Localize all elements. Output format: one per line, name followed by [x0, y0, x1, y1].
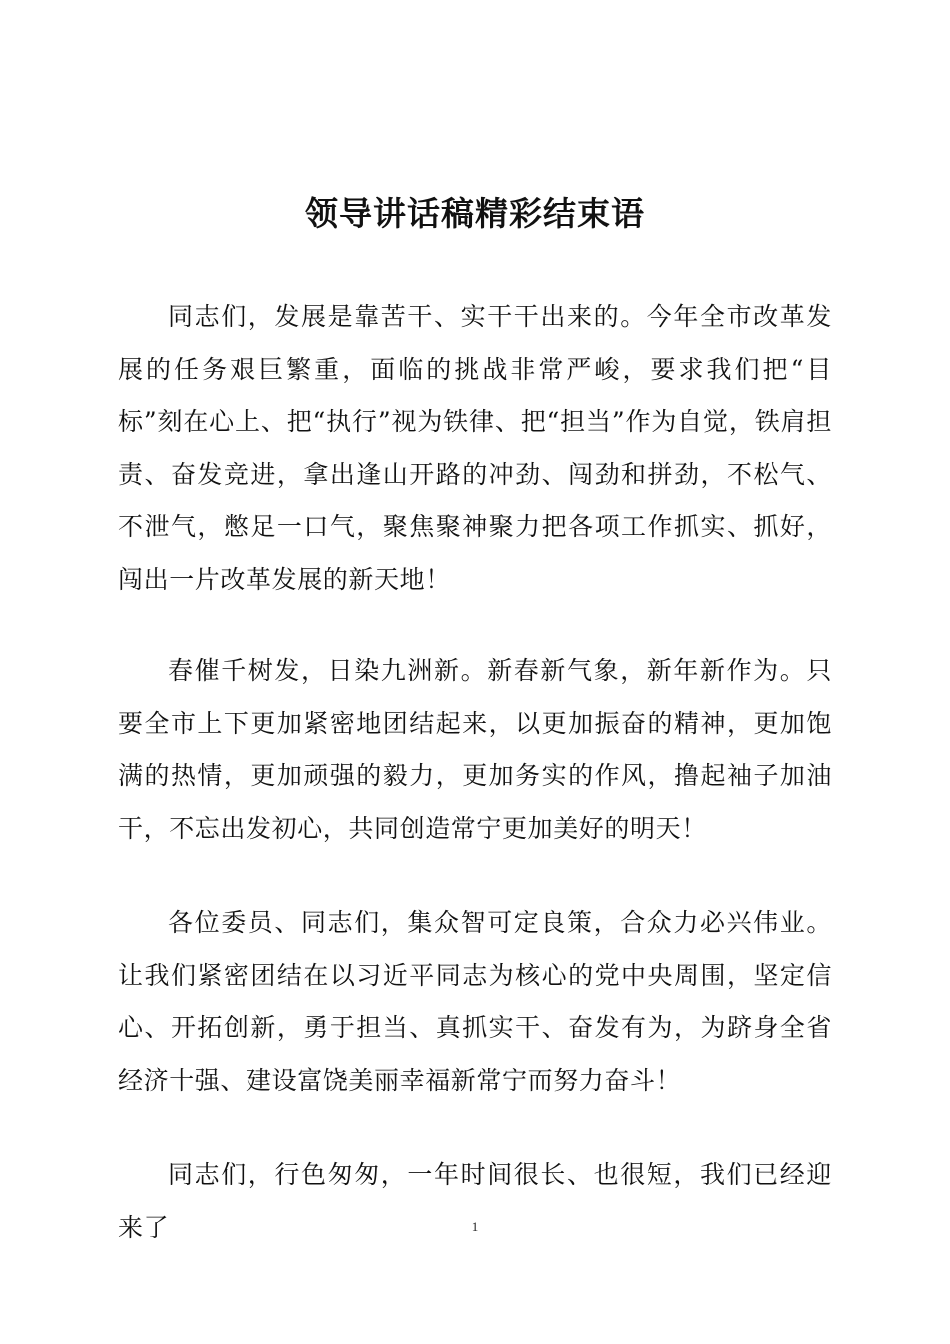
paragraph-4: 同志们，行色匆匆，一年时间很长、也很短，我们已经迎来了 — [118, 1160, 832, 1242]
paragraph-3: 各位委员、同志们，集众智可定良策，合众力必兴伟业。让我们紧密团结在以习近平同志为核心的党中央周围，坚定信心、开拓创新，勇于担当、真抓实干、奋发有为，为跻身全省经济十强、建设富饶美丽幸福新常宁而努力奋斗！ — [118, 908, 832, 1095]
paragraph-2: 春催千树发，日染九洲新。新春新气象，新年新作为。只要全市上下更加紧密地团结起来，以更加振奋的精神，更加饱满的热情，更加顽强的毅力，更加务实的作风，撸起袖子加油干，不忘出发初心，共同创造常宁更加美好的明天！ — [118, 656, 832, 843]
document-title: 领导讲话稿精彩结束语 — [305, 194, 645, 233]
paragraph-1: 同志们，发展是靠苦干、实干干出来的。今年全市改革发展的任务艰巨繁重，面临的挑战非常严峻，要求我们把“目标”刻在心上、把“执行”视为铁律、把“担当”作为自觉，铁肩担责、奋发竞进，拿出逢山开路的冲劲、闯劲和拼劲，不松气、不泄气，憋足一口气，聚焦聚神聚力把各项工作抓实、抓好，闯出一片改革发展的新天地！ — [118, 302, 832, 594]
page-number: 1 — [471, 1219, 479, 1234]
